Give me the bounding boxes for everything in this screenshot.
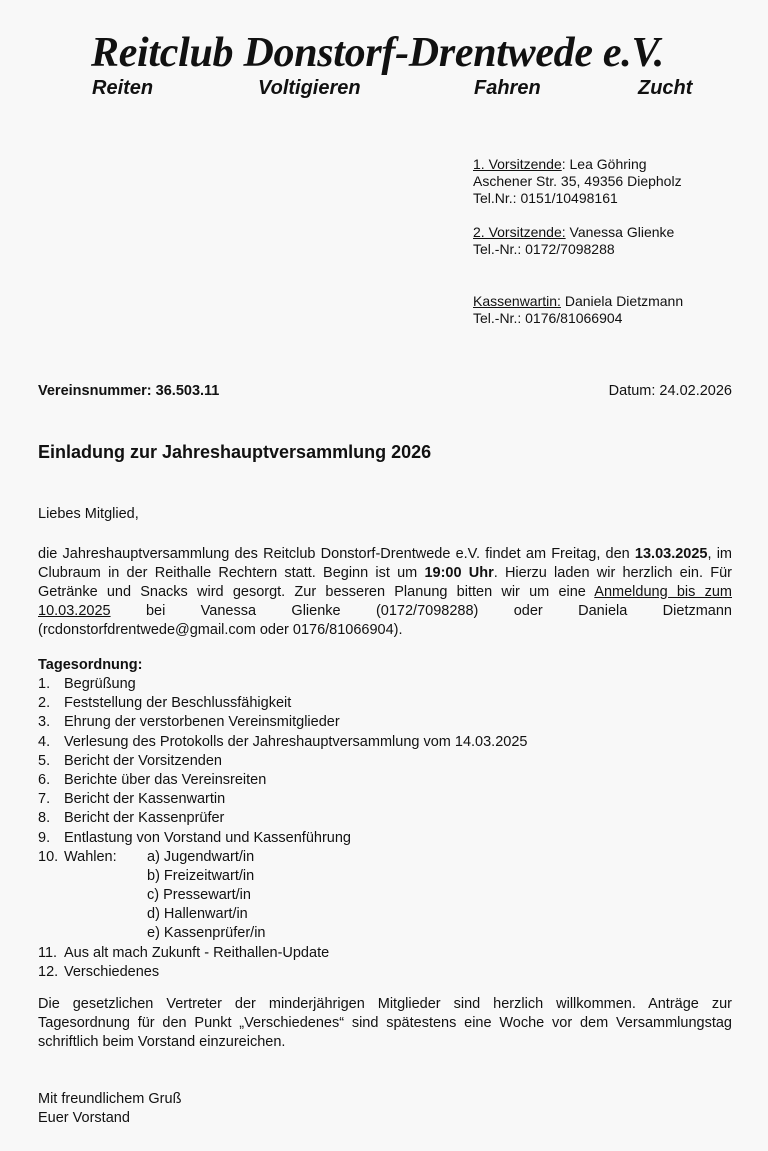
discipline-fahren: Fahren bbox=[474, 77, 541, 99]
salutation: Liebes Mitglied, bbox=[38, 506, 139, 522]
closing bbox=[38, 1090, 181, 1128]
chair1-name: Lea Göhring bbox=[565, 156, 647, 172]
club-name: Reitclub Donstorf-Drentwede e.V. bbox=[91, 30, 664, 76]
agenda-num: 9. bbox=[38, 829, 51, 846]
agenda-label: Bericht der Kassenprüfer bbox=[64, 810, 225, 827]
invitation-paragraph bbox=[38, 545, 732, 640]
chair2-name: Vanessa Glienke bbox=[565, 224, 675, 240]
registration-deadline: Anmeldung bis zum 10.03.2025 bbox=[38, 584, 732, 619]
agenda-label: Entlastung von Vorstand und Kassenführung bbox=[64, 829, 351, 846]
agenda-label: Ehrung der verstorbenen Vereinsmitglieder bbox=[64, 714, 340, 731]
closing-greeting: Mit freundlichem Gruß bbox=[38, 1091, 182, 1107]
agenda-title: Tagesordnung: bbox=[38, 657, 143, 673]
treasurer-name: Daniela Dietzmann bbox=[560, 293, 684, 309]
notes-paragraph: Die gesetzlichen Vertreter der minderjährigen Mitglieder sind herzlich willkommen. Anträge zur Tagesordnung für den Punkt „Verschiedenes“ sind spätestens eine Woche vor dem Versammlungstag schriftlich beim Vorstand einzureichen. bbox=[38, 996, 732, 1050]
chair2-role: 2. Vorsitzende: bbox=[473, 224, 566, 240]
agenda-label: Berichte über das Vereinsreiten bbox=[64, 771, 267, 788]
discipline-zucht: Zucht bbox=[638, 77, 693, 99]
chair1-phone: Tel.Nr.: 0151/10498161 bbox=[473, 190, 618, 206]
election-item: e) Kassenprüfer/in bbox=[147, 925, 266, 942]
chair1-line bbox=[473, 156, 647, 173]
p1-text-3: . Hierzu laden wir herzlich ein. Für Getränke und Snacks wird gesorgt. Zur besseren Planung bitten wir um eine bbox=[38, 565, 732, 600]
meeting-time: 19:00 Uhr bbox=[424, 565, 494, 581]
p1-text: die Jahreshauptversammlung des Reitclub Donstorf-Drentwede e.V. findet am Freitag, den bbox=[38, 546, 635, 562]
agenda-label: Wahlen: bbox=[64, 848, 117, 865]
letter-heading: Einladung zur Jahreshauptversammlung 2026 bbox=[38, 442, 432, 462]
p1-text-4: bei Vanessa Glienke (0172/7098288) oder Daniela Dietzmann (rcdonstorfdrentwede@gmail.com oder 0176/81066904). bbox=[38, 603, 732, 638]
p1-text-2: , im Clubraum in der Reithalle Rechtern statt. Beginn ist um bbox=[38, 546, 732, 581]
agenda-num: 7. bbox=[38, 791, 51, 808]
agenda-num: 2. bbox=[38, 695, 51, 712]
agenda-label: Begrüßung bbox=[64, 676, 136, 692]
chair1-sep: : bbox=[561, 156, 566, 172]
agenda-num: 10. bbox=[38, 848, 59, 865]
agenda-label: Aus alt mach Zukunft - Reithallen-Update bbox=[64, 944, 330, 961]
club-number: Vereinsnummer: 36.503.11 bbox=[38, 383, 220, 399]
election-item: d) Hallenwart/in bbox=[147, 906, 248, 923]
agenda-label: Bericht der Kassenwartin bbox=[64, 791, 226, 808]
agenda-label: Bericht der Vorsitzenden bbox=[64, 752, 222, 769]
agenda-num: 1. bbox=[38, 676, 51, 692]
agenda-num: 11. bbox=[38, 944, 58, 961]
agenda-num: 4. bbox=[38, 733, 51, 750]
agenda-num: 12. bbox=[38, 963, 59, 980]
discipline-voltigieren: Voltigieren bbox=[258, 77, 361, 99]
agenda-num: 8. bbox=[38, 810, 51, 827]
discipline-reiten: Reiten bbox=[92, 77, 154, 99]
agenda-num: 6. bbox=[38, 771, 51, 788]
letter-date: Datum: 24.02.2026 bbox=[608, 383, 732, 399]
closing-signature: Euer Vorstand bbox=[38, 1110, 130, 1126]
chair1-address: Aschener Str. 35, 49356 Diepholz bbox=[473, 173, 682, 189]
agenda-label: Verlesung des Protokolls der Jahreshauptversammlung vom 14.03.2025 bbox=[64, 733, 528, 750]
treasurer-role: Kassenwartin: bbox=[473, 293, 561, 309]
chair2-line bbox=[473, 224, 674, 241]
treasurer-line bbox=[473, 293, 683, 310]
meeting-date: 13.03.2025 bbox=[634, 546, 708, 562]
agenda-num: 3. bbox=[38, 714, 51, 731]
agenda-num: 5. bbox=[38, 752, 51, 769]
chair1-role: 1. Vorsitzende bbox=[473, 156, 562, 172]
chair2-phone: Tel.-Nr.: 0172/7098288 bbox=[473, 241, 615, 257]
agenda-label: Verschiedenes bbox=[64, 963, 160, 980]
election-item: c) Pressewart/in bbox=[147, 887, 251, 904]
agenda-label: Feststellung der Beschlussfähigkeit bbox=[64, 695, 292, 712]
election-item: b) Freizeitwart/in bbox=[147, 867, 255, 884]
treasurer-phone: Tel.-Nr.: 0176/81066904 bbox=[473, 310, 623, 326]
election-item: a) Jugendwart/in bbox=[147, 848, 255, 865]
